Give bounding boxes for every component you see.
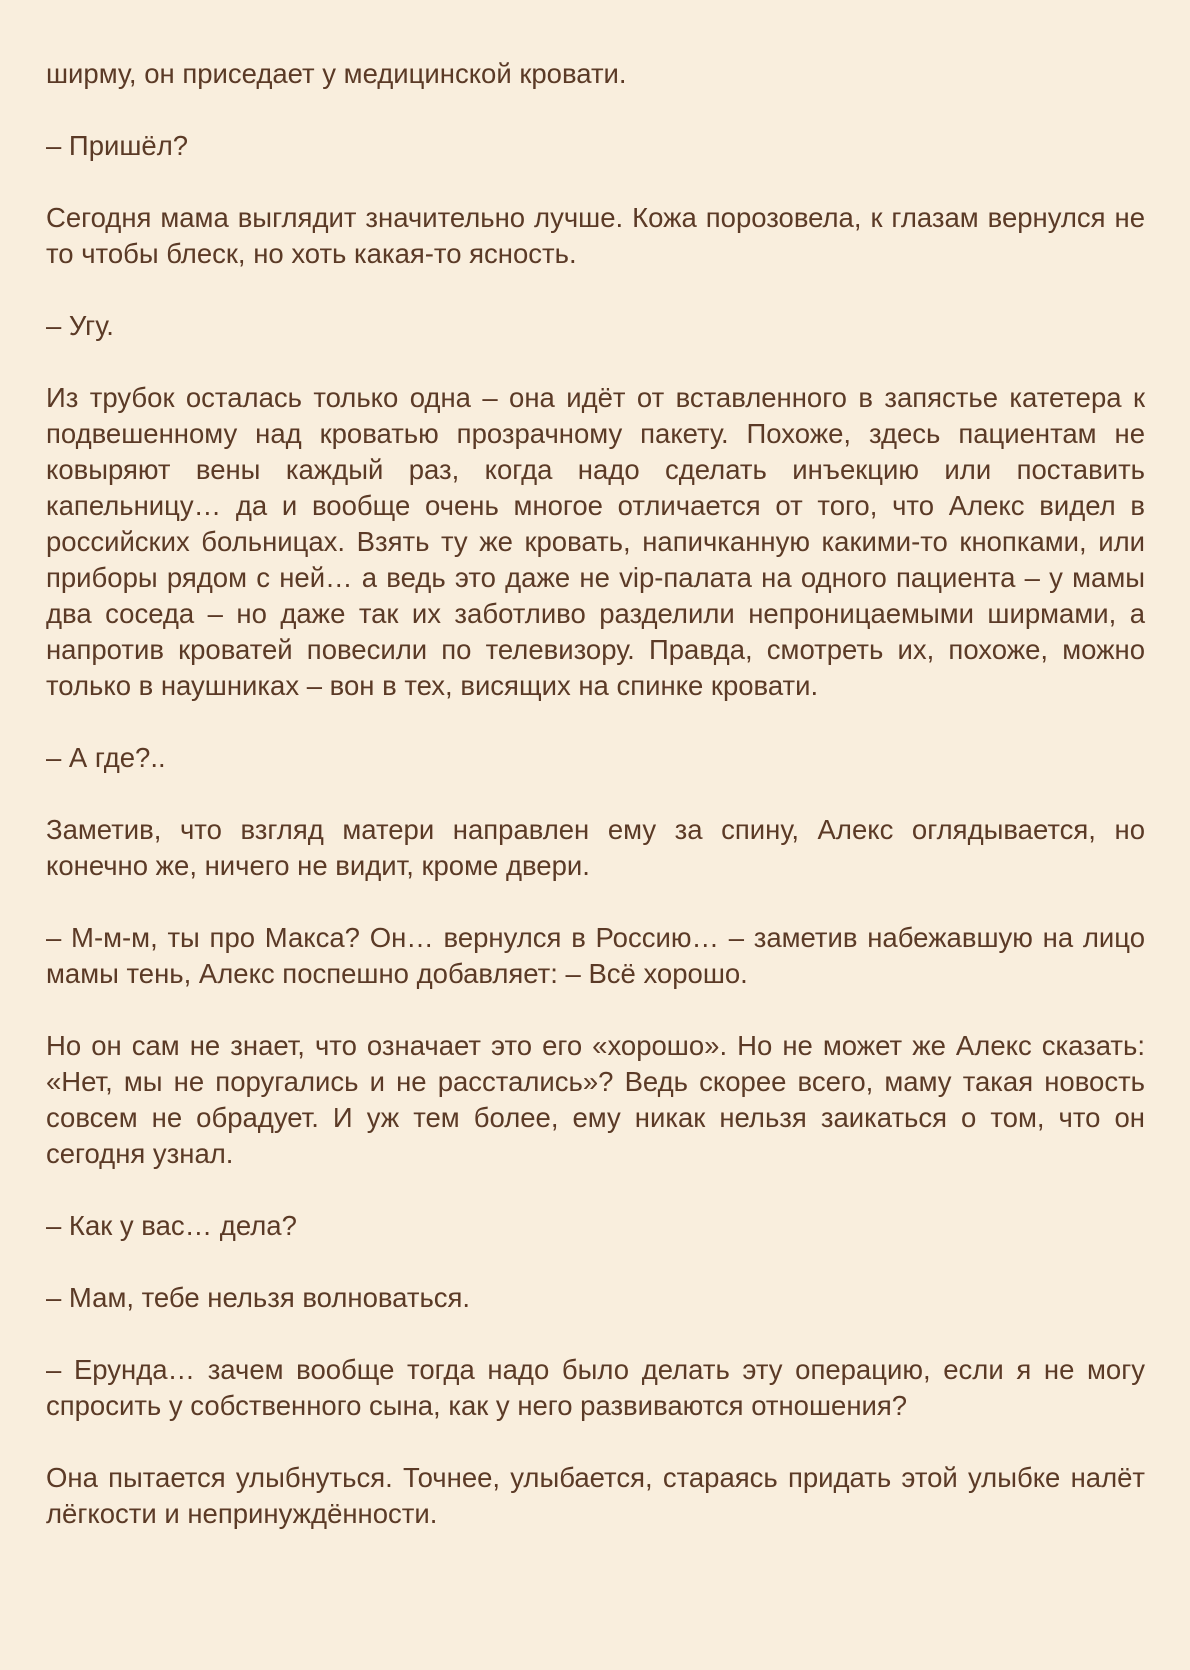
paragraph: Но он сам не знает, что означает это его «хорошо». Но не может же Алекс сказать: «Нет, мы не поругались и не расстались»? Ведь скорее всего, маму такая новость совсем не обрадует. И уж тем более, ему никак нельзя заикаться о том, что он сегодня узнал. bbox=[46, 1030, 1145, 1169]
paragraph: ширму, он приседает у медицинской кровати. bbox=[46, 58, 627, 89]
paragraph: Заметив, что взгляд матери направлен ему за спину, Алекс оглядывается, но конечно же, ничего не видит, кроме двери. bbox=[46, 814, 1145, 881]
paragraph: Сегодня мама выглядит значительно лучше. Кожа порозовела, к глазам вернулся не то чтобы блеск, но хоть какая-то ясность. bbox=[46, 202, 1145, 269]
paragraph: – Угу. bbox=[46, 310, 114, 341]
paragraph: – Как у вас… дела? bbox=[46, 1210, 297, 1241]
paragraph: – А где?.. bbox=[46, 742, 166, 773]
paragraph: Из трубок осталась только одна – она идёт от вставленного в запястье катетера к подвешенному над кроватью прозрачному пакету. Похоже, здесь пациентам не ковыряют вены каждый раз, когда надо сделать инъекцию или поставить капельницу… да и вообще очень многое отличается от того, что Алекс видел в российских больницах. Взять ту же кровать, напичканную какими-то кнопками, или приборы рядом с ней… а ведь это даже не vip-палата на одного пациента – у мамы два соседа – но даже так их заботливо разделили непроницаемыми ширмами, а напротив кроватей повесили по телевизору. Правда, смотреть их, похоже, можно только в наушниках – вон в тех, висящих на спинке кровати. bbox=[46, 382, 1145, 701]
paragraph: – Пришёл? bbox=[46, 130, 189, 161]
paragraph: – Мам, тебе нельзя волноваться. bbox=[46, 1282, 471, 1313]
paragraph: – Ерунда… зачем вообще тогда надо было делать эту операцию, если я не могу спросить у собственного сына, как у него развиваются отношения? bbox=[46, 1354, 1145, 1421]
paragraph: Она пытается улыбнуться. Точнее, улыбается, стараясь придать этой улыбке налёт лёгкости и непринуждённости. bbox=[46, 1462, 1145, 1529]
paragraph: – М-м-м, ты про Макса? Он… вернулся в Россию… – заметив набежавшую на лицо мамы тень, Алекс поспешно добавляет: – Всё хорошо. bbox=[46, 922, 1145, 989]
